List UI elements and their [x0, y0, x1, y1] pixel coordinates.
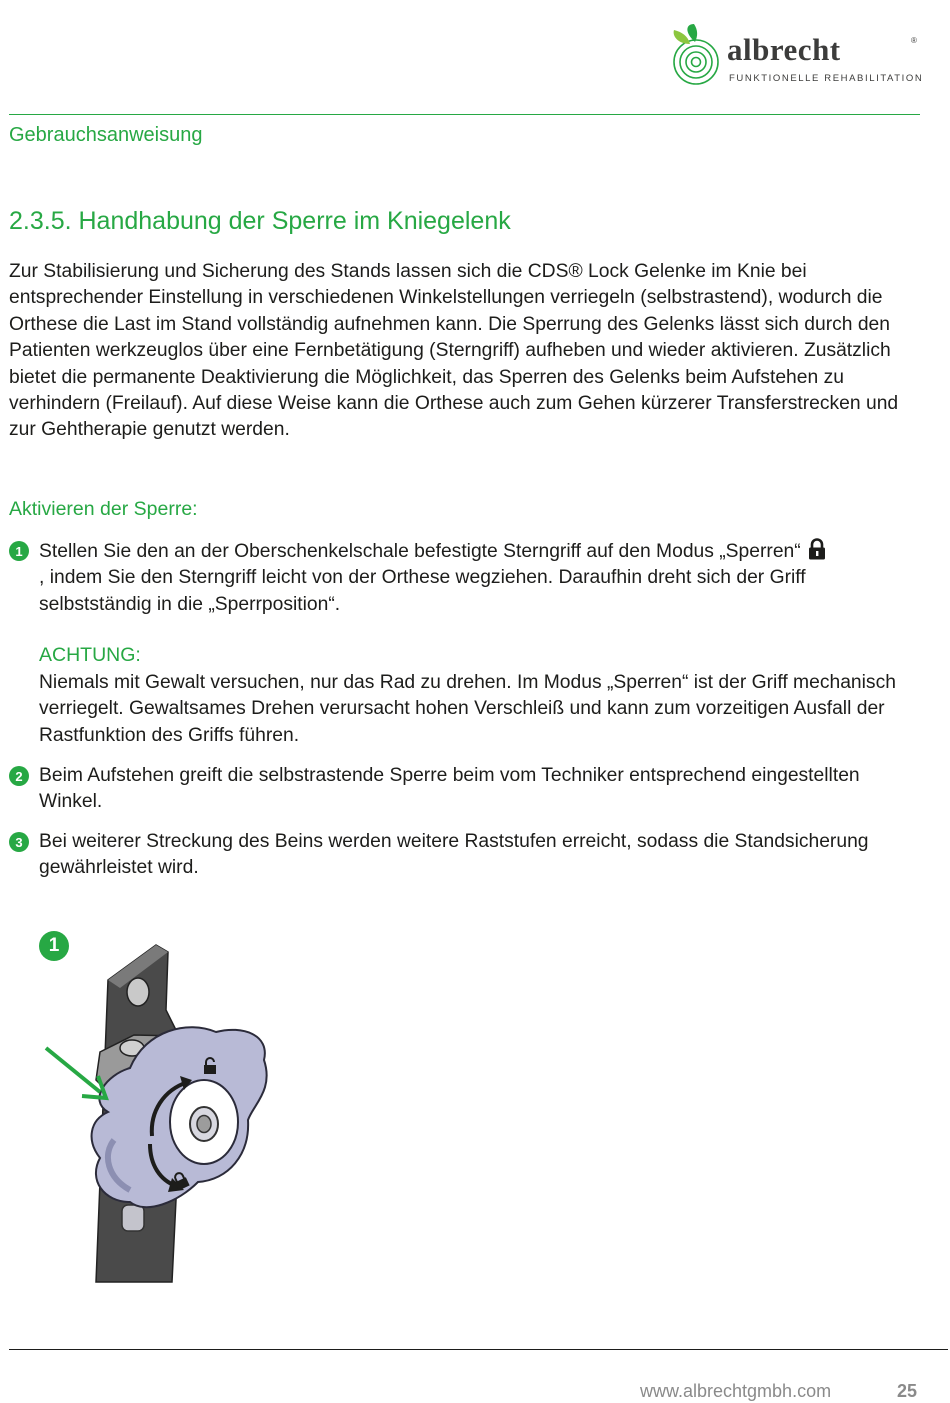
step-2-text: Beim Aufstehen greift die selbstrastende Sperre beim vom Techniker entsprechend eingestellten Winkel. — [39, 765, 860, 813]
footer-divider — [9, 1349, 948, 1350]
activation-heading: Aktivieren der Sperre: — [9, 498, 198, 520]
step-1-text-a: Stellen Sie den an der Oberschenkelschale befestigte Sterngriff auf den Modus „Sperren“ — [39, 541, 801, 562]
brand-tagline: FUNKTIONELLE REHABILITATION — [729, 73, 924, 84]
document-type-label: Gebrauchsanweisung — [9, 124, 203, 146]
footer-website-link[interactable]: www.albrechtgmbh.com — [640, 1381, 832, 1401]
star-grip-illustration — [38, 940, 278, 1315]
header-divider — [9, 114, 920, 115]
step-1-text — [39, 538, 919, 618]
section-title: 2.3.5. Handhabung der Sperre im Kniegelenk — [9, 207, 511, 235]
lock-closed-icon — [808, 538, 826, 560]
figure-1-badge: 1 — [39, 931, 69, 961]
step-1-text-b: , indem Sie den Sterngriff leicht von der Orthese wegziehen. Daraufhin dreht sich der Griff selbstständig in die „Sperrposition“. — [39, 567, 806, 615]
step-1-badge: 1 — [9, 541, 29, 561]
warning-text: Niemals mit Gewalt versuchen, nur das Rad zu drehen. Im Modus „Sperren“ ist der Griff mechanisch verriegelt. Gewaltsames Drehen verursacht hohen Verschleiß und kann zum vorzeitigen Ausfall der Rastfunktion des Griffs führen. — [39, 672, 896, 746]
step-3-text: Bei weiterer Streckung des Beins werden weitere Raststufen erreicht, sodass die Standsicherung gewährleistet wird. — [39, 831, 869, 879]
step-2-badge: 2 — [9, 766, 29, 786]
warning-title: ACHTUNG: — [39, 644, 141, 666]
brand-name: albrecht — [727, 32, 841, 67]
page-number: 25 — [897, 1381, 918, 1401]
intro-paragraph: Zur Stabilisierung und Sicherung des Stands lassen sich die CDS® Lock Gelenke im Knie bei entsprechender Einstellung in verschiedenen Winkelstellungen verriegeln (selbstrastend), wodurch die Orthese die Last im Stand vollständig aufnehmen kann. Die Sperrung des Gelenks lässt sich durch den Patienten werkzeuglos über eine Fernbetätigung (Sterngriff) aufheben und wieder aktivieren. Zusätzlich bietet die permanente Deaktivierung die Möglichkeit, das Sperren des Gelenks beim Aufstehen zu verhindern (Freilauf). Auf diese Weise kann die Orthese auch zum Gehen kürzerer Transferstrecken und zur Gehtherapie genutzt werden. — [9, 261, 899, 441]
registered-mark: ® — [911, 36, 917, 45]
step-3-badge: 3 — [9, 832, 29, 852]
